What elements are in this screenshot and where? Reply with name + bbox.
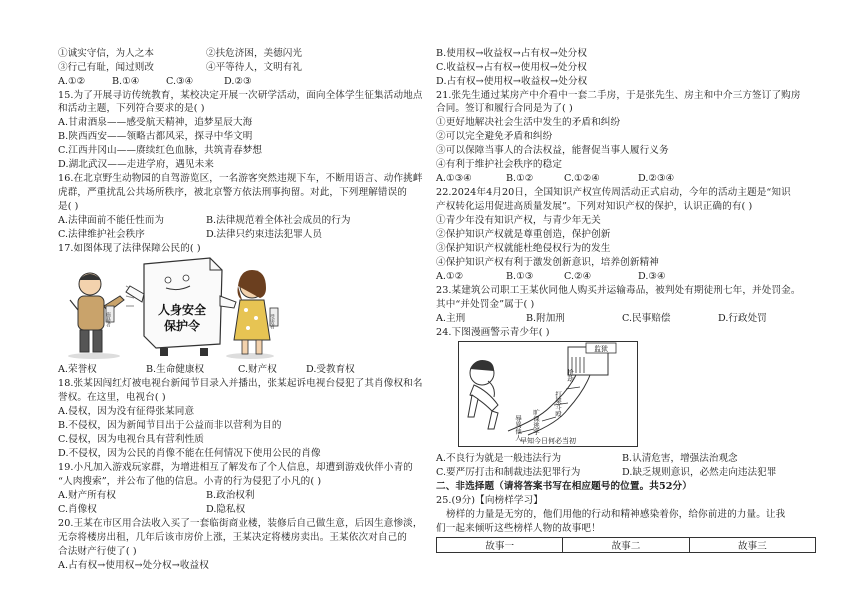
q14-option-3: ③行己有耻，闻过则改 bbox=[58, 62, 154, 73]
q16-choice-c: C.法律维护社会秩序 bbox=[58, 229, 145, 240]
banner-line-1: 人身安全 bbox=[157, 303, 207, 317]
q17-stem: 17.如图体现了法律保障公民的( ) bbox=[58, 243, 201, 254]
q14-option-4: ④平等待人，文明有礼 bbox=[206, 62, 302, 73]
q17-cartoon bbox=[60, 256, 296, 362]
q16-stem-2: 虎群，严重扰乱公共场所秩序，被北京警方依法刑事拘留。对此，下列理解错误的 bbox=[58, 187, 407, 198]
q14-choice-c: C.③④ bbox=[166, 76, 194, 87]
q15-choice-d: D.湖北武汉——走进学府，遇见未来 bbox=[58, 159, 215, 170]
table-header-story-2: 故事二 bbox=[563, 538, 689, 553]
q18-choice-a: A.侵权，因为没有征得张某同意 bbox=[58, 406, 195, 417]
q22-option-3: ③保护知识产权就能杜绝侵权行为的发生 bbox=[436, 243, 611, 254]
q20-stem-1: 20.王某在市区用合法收入买了一套临街商业楼，装修后自己做生意，后因生意惨淡， bbox=[58, 518, 423, 529]
protection-order-document bbox=[126, 258, 236, 356]
q22-choice-a: A.①② bbox=[436, 271, 464, 282]
q17-choice-b: B.生命健康权 bbox=[146, 364, 205, 375]
step-label-4: 抢劫 bbox=[566, 369, 574, 382]
q16-stem-3: 是( ) bbox=[58, 201, 79, 212]
q14-option-2: ②扶危济困，美德闪光 bbox=[206, 48, 302, 59]
q22-choice-d: D.③④ bbox=[638, 271, 666, 282]
q19-choice-b: B.政治权利 bbox=[206, 490, 255, 501]
q16-choice-d: D.法律只约束违法犯罪人员 bbox=[206, 229, 322, 240]
q22-choice-c: C.②④ bbox=[564, 271, 592, 282]
q22-option-2: ②保护知识产权就是尊重创造，保护创新 bbox=[436, 229, 611, 240]
q24-cartoon bbox=[458, 341, 638, 447]
banner-line-2: 保护令 bbox=[163, 319, 201, 333]
table-header-story-1: 故事一 bbox=[437, 538, 563, 553]
section-heading-nonchoice: 二、非选择题（请将答案书写在相应题号的位置。共52分） bbox=[436, 481, 692, 492]
q23-stem-1: 23.某建筑公司职工王某伙同他人购买并运输毒品，被判处有期徒刑七年，并处罚金。 bbox=[436, 285, 801, 296]
q24-choice-c: C.要严厉打击和制裁违法犯罪行为 bbox=[436, 467, 581, 478]
q22-option-1: ①青少年没有知识产权，与青少年无关 bbox=[436, 215, 601, 226]
q19-choice-d: D.隐私权 bbox=[206, 504, 246, 515]
q18-choice-c: C.侵权，因为电视台具有营利性质 bbox=[58, 434, 204, 445]
q21-stem-2: 合同。签订和履行合同是为了( ) bbox=[436, 103, 573, 114]
q17-choice-a: A.荣誉权 bbox=[58, 364, 97, 375]
q25-body-2: 们一起来倾听这些榜样人物的故事吧！ bbox=[436, 523, 601, 534]
table-header-story-3: 故事三 bbox=[689, 538, 815, 553]
q20-choice-d: D.占有权→使用权→收益权→处分权 bbox=[436, 76, 588, 87]
q19-choice-c: C.肖像权 bbox=[58, 504, 97, 515]
q23-choice-d: D.行政处罚 bbox=[718, 313, 767, 324]
q18-stem-2: 誉权。在这里，电视台( ) bbox=[58, 392, 166, 403]
q15-stem-1: 15.为了开展寻访传统教育，某校决定开展一次研学活动，面向全体学生征集活动地点 bbox=[58, 90, 423, 101]
q16-stem-1: 16.在北京野生动物园的自驾游览区，一名游客突然违规下车，不断用语言、动作挑衅 bbox=[58, 173, 423, 184]
q19-stem-1: 19.小凡加入游戏玩家群，为增进相互了解发布了个人信息，却遭到游戏伙伴小青的 bbox=[58, 462, 413, 473]
q19-stem-2: “人肉搜索”，并公布了他的信息。小青的行为侵犯了小凡的( ) bbox=[58, 476, 322, 487]
victim-figure bbox=[234, 270, 278, 354]
q18-choice-b: B.不侵权，因为新闻节目出于公益而非以营利为目的 bbox=[58, 420, 282, 431]
abuser-figure bbox=[70, 273, 124, 352]
q21-choice-d: D.②③④ bbox=[638, 173, 675, 184]
q16-choice-a: A.法律面前不能任性而为 bbox=[58, 215, 164, 226]
q24-choice-b: B.认清危害，增强法治观念 bbox=[622, 453, 738, 464]
q21-option-3: ③可以保障当事人的合法权益，能督促当事人履行义务 bbox=[436, 145, 669, 156]
q17-choice-d: D.受教育权 bbox=[306, 364, 355, 375]
q21-choice-c: C.①②④ bbox=[564, 173, 600, 184]
q25-stem: 25.(9分)【向榜样学习】 bbox=[436, 495, 543, 506]
q21-stem-1: 21.张先生通过某房产中介看中一套二手房，于是张先生、房主和中介三方签订了购房 bbox=[436, 90, 801, 101]
q20-choice-c: C.收益权→占有权→使用权→处分权 bbox=[436, 62, 587, 73]
q24-choice-d: D.缺乏规则意识，必然走向违法犯罪 bbox=[622, 467, 777, 478]
q15-choice-b: B.陕西西安——领略古都风采，探寻中华文明 bbox=[58, 131, 253, 142]
q22-option-4: ④保护知识产权有利于激发创新意识，培养创新精神 bbox=[436, 257, 659, 268]
q14-option-1: ①诚实守信，为人之本 bbox=[58, 48, 154, 59]
q14-choice-d: D.②③ bbox=[224, 76, 252, 87]
q15-choice-c: C.江西井冈山——赓续红色血脉，共筑青春梦想 bbox=[58, 145, 263, 156]
q17-choice-c: C.财产权 bbox=[238, 364, 277, 375]
cartoon-caption: 早知今日何必当初 bbox=[520, 437, 576, 445]
abuser-tag: 施暴者 bbox=[105, 312, 111, 327]
q21-option-2: ②可以完全避免矛盾和纠纷 bbox=[436, 131, 553, 142]
victim-tag: 受害者 bbox=[269, 314, 275, 329]
q24-stem: 24.下图漫画警示青少年( ) bbox=[436, 327, 550, 338]
step-label-1: 辱骂他人 bbox=[514, 415, 522, 441]
q21-choice-b: B.①② bbox=[506, 173, 534, 184]
step-label-2: 旷课逃学 bbox=[532, 409, 540, 435]
table-header-row bbox=[437, 538, 816, 553]
q21-option-1: ①更好地解决社会生活中发生的矛盾和纠纷 bbox=[436, 117, 621, 128]
q24-choice-a: A.不良行为就是一般违法行为 bbox=[436, 453, 562, 464]
q25-story-table bbox=[436, 537, 816, 553]
q14-choice-a: A.①② bbox=[58, 76, 86, 87]
q16-choice-b: B.法律规范着全体社会成员的行为 bbox=[206, 215, 351, 226]
q15-stem-2: 和活动主题，下列符合要求的是( ) bbox=[58, 103, 205, 114]
q21-choice-a: A.①③④ bbox=[436, 173, 472, 184]
q22-stem-2: 产权转化运用促进高质量发展”。下列对知识产权的保护，认识正确的有( ) bbox=[436, 201, 753, 212]
q15-choice-a: A.甘肃酒泉——感受航天精神，追梦星辰大海 bbox=[58, 117, 253, 128]
q23-choice-b: B.附加刑 bbox=[526, 313, 565, 324]
q20-choice-a: A.占有权→使用权→处分权→收益权 bbox=[58, 560, 209, 571]
q23-choice-c: C.民事赔偿 bbox=[622, 313, 671, 324]
q14-choice-b: B.①④ bbox=[112, 76, 140, 87]
q19-choice-a: A.财产所有权 bbox=[58, 490, 116, 501]
q25-body-1: 榜样的力量是无穷的，他们用他的行动和精神感染着你，给你前进的力量。让我 bbox=[446, 509, 786, 520]
q20-stem-3: 合法财产行使了( ) bbox=[58, 546, 137, 557]
prison-sign: 监狱 bbox=[594, 345, 608, 353]
step-label-3: 打架斗殴 bbox=[554, 391, 562, 417]
q23-choice-a: A.主刑 bbox=[436, 313, 466, 324]
q21-option-4: ④有利于维护社会秩序的稳定 bbox=[436, 159, 563, 170]
q23-stem-2: 其中“并处罚金”属于( ) bbox=[436, 299, 535, 310]
q22-stem-1: 22.2024年4月20日，全国知识产权宣传周活动正式启动，今年的活动主题是“知识 bbox=[436, 187, 791, 198]
q22-choice-b: B.①③ bbox=[506, 271, 534, 282]
q18-stem-1: 18.张某因闯红灯被电视台新闻节目录入并播出，张某起诉电视台侵犯了其肖像权和名 bbox=[58, 378, 423, 389]
q20-stem-2: 无奈将楼房出租，几年后该市房价上涨，王某决定将楼房卖出。王某依次对自己的 bbox=[58, 532, 407, 543]
q18-choice-d: D.不侵权，因为公民的肖像不能在任何情况下使用公民的肖像 bbox=[58, 448, 321, 459]
q20-choice-b: B.使用权→收益权→占有权→处分权 bbox=[436, 48, 588, 59]
